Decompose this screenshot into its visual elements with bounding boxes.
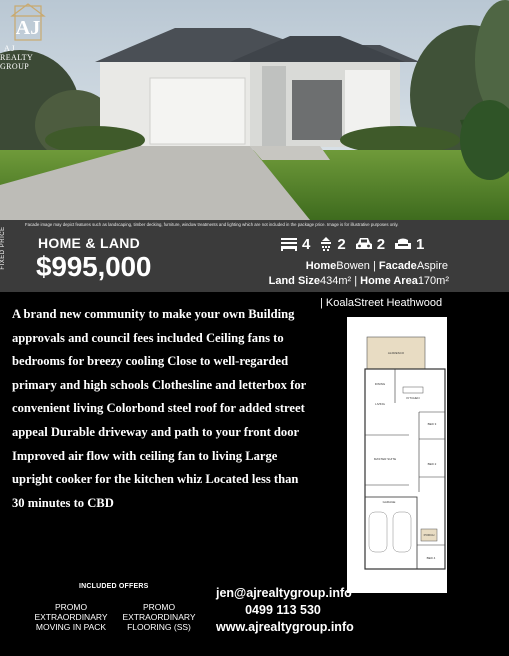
offer-item: [32, 602, 110, 632]
contact-email[interactable]: jen@ajrealtygroup.info: [216, 586, 352, 600]
property-description: A brand new community to make your own Building approvals and council fees included Ceiling fans to bedrooms for breezy cooling Close to well-regarded primary and high schools Clothesline and letterbox for convenient living Colorbond steel roof for added street appeal Durable driveway and path to your front door Improved air flow with ceiling fan to living Large upright cooker for the kitchen whiz Located less than 30 minutes to CBD: [12, 307, 306, 510]
logo-line-2: REALTY GROUP: [0, 53, 33, 71]
feature-bathrooms: [319, 236, 345, 253]
home-label: Home: [305, 260, 337, 272]
car-icon: [355, 237, 373, 251]
room-label-porch: PORCH: [423, 533, 435, 537]
offer-line: FLOORING (SS): [127, 622, 191, 632]
logo-line-1: A J: [4, 44, 15, 53]
room-label-master-suite: MASTER SUITE: [373, 457, 397, 461]
home-area-value: 170m²: [417, 275, 449, 287]
room-label-garage: GARAGE: [382, 500, 396, 504]
home-facade-line: HomeBowen | FacadeAspire: [305, 260, 448, 272]
bedroom-count: 4: [302, 235, 311, 253]
room-label-living: LIVING: [375, 402, 385, 406]
contact-block: [216, 585, 354, 636]
package-price: $995,000: [36, 251, 152, 282]
land-size-label: Land Size: [268, 275, 320, 287]
room-label-alfresco: ALFRESCO: [387, 351, 405, 355]
room-label-bed-4: BED 4: [426, 556, 436, 560]
room-label-bed-3: BED 3: [427, 422, 437, 426]
feature-living: [394, 236, 424, 253]
room-label-kitchen: KITCHEN: [406, 396, 420, 400]
contact-phone[interactable]: 0499 113 530: [245, 603, 321, 617]
living-count: 1: [416, 235, 425, 253]
offer-line: PROMO: [142, 602, 176, 612]
sofa-icon: [394, 238, 412, 251]
feature-garage: [355, 236, 385, 253]
bed-icon: [280, 237, 298, 251]
property-address: | KoalaStreet Heathwood: [320, 297, 443, 309]
contact-website[interactable]: www.ajrealtygroup.info: [216, 620, 354, 634]
bathroom-count: 2: [337, 235, 346, 253]
offers-heading: INCLUDED OFFERS: [79, 583, 149, 590]
offer-line: EXTRAORDINARY: [122, 612, 196, 622]
hero-facade-image: [0, 0, 509, 220]
feature-list: [280, 234, 433, 254]
company-wordmark: [0, 44, 58, 71]
room-label-bed-2: BED 2: [427, 462, 437, 466]
offer-item: [120, 602, 198, 632]
shower-icon: [319, 237, 333, 252]
facade-label: Facade: [378, 260, 417, 272]
floor-plan: [347, 317, 447, 593]
offer-line: EXTRAORDINARY: [34, 612, 108, 622]
home-value: Bowen: [336, 260, 370, 272]
image-disclaimer: Facade image may depict features such as landscaping, timber decking, furniture, window treatments and lighting which are not included in the package price. Image is for illustrative purposes only.: [0, 220, 509, 229]
svg-text:AJ: AJ: [15, 17, 41, 39]
size-line: Land Size434m² | Home Area170m²: [268, 275, 449, 287]
offer-line: PROMO: [54, 602, 88, 612]
feature-bedrooms: [280, 236, 310, 253]
offer-line: MOVING IN PACK: [35, 622, 107, 632]
land-size-value: 434m²: [319, 275, 352, 287]
room-label-dining: DINING: [374, 382, 386, 386]
garage-count: 2: [376, 235, 386, 253]
home-area-label: Home Area: [360, 275, 418, 287]
fixed-price-tag: FIXED PRICE: [0, 226, 6, 270]
facade-value: Aspire: [416, 260, 448, 272]
package-title: HOME & LAND: [38, 235, 141, 251]
